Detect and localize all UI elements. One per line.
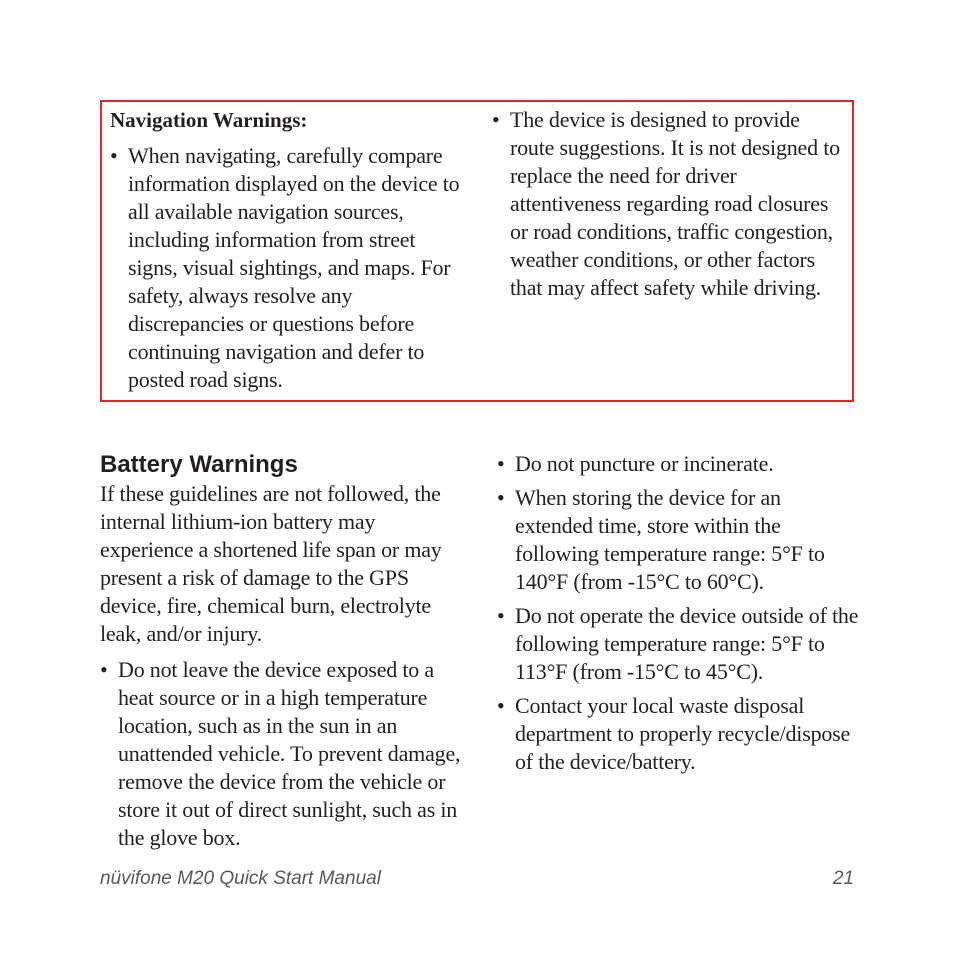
list-item (497, 602, 862, 686)
list-item (100, 656, 465, 852)
bullet-icon: • (100, 657, 108, 682)
list-item (497, 450, 862, 478)
list-item (492, 106, 842, 302)
battery-warnings-intro: If these guidelines are not followed, the internal lithium-ion battery may experience a shortened life span or may present a risk of damage to the GPS device, fire, chemical burn, electrolyte leak, and/or injury. (100, 481, 442, 646)
footer-page-number: 21 (832, 868, 854, 889)
battery-warnings-right-column (497, 450, 862, 782)
footer-manual-title: nüvifone M20 Quick Start Manual (100, 868, 381, 889)
bullet-icon: • (492, 107, 500, 132)
bullet-icon: • (497, 693, 505, 718)
battery-warnings-heading: Battery Warnings (100, 451, 298, 478)
list-item-text: When navigating, carefully compare information displayed on the device to all available navigation sources, including information from street signs, visual sightings, and maps. For safety, always resolve any discrepancies or questions before continuing navigation and defer to posted road signs. (128, 143, 460, 392)
list-item-text: Contact your local waste disposal department to properly recycle/dispose of the device/battery. (515, 693, 851, 774)
list-item-text: Do not leave the device exposed to a heat source or in a high temperature location, such as in the sun in an unattended vehicle. To prevent damage, remove the device from the vehicle or store it out of direct sunlight, such as in the glove box. (118, 657, 461, 850)
list-item-text: When storing the device for an extended time, store within the following temperature range: 5°F to 140°F (from -15°C to 60°C). (515, 485, 825, 594)
list-item-text: The device is designed to provide route suggestions. It is not designed to replace the need for driver attentiveness regarding road closures or road conditions, traffic congestion, weather conditions, or other factors that may affect safety while driving. (510, 107, 840, 300)
bullet-icon: • (497, 603, 505, 628)
battery-warnings-list (100, 656, 465, 852)
navigation-warnings-heading: Navigation Warnings: (110, 108, 308, 132)
navigation-warnings-left-column (110, 106, 460, 400)
bullet-icon: • (497, 485, 505, 510)
navigation-warnings-list-continued (492, 106, 842, 302)
list-item (110, 142, 460, 394)
list-item-text: Do not puncture or incinerate. (515, 451, 774, 476)
list-item-text: Do not operate the device outside of the following temperature range: 5°F to 113°F (from -15°C to 45°C). (515, 603, 859, 684)
list-item (497, 692, 862, 776)
navigation-warnings-right-column (492, 106, 842, 308)
list-item (497, 484, 862, 596)
bullet-icon: • (110, 143, 118, 168)
navigation-warnings-list (110, 142, 460, 394)
bullet-icon: • (497, 451, 505, 476)
battery-warnings-list-continued (497, 450, 862, 776)
battery-warnings-left-column (100, 450, 465, 858)
